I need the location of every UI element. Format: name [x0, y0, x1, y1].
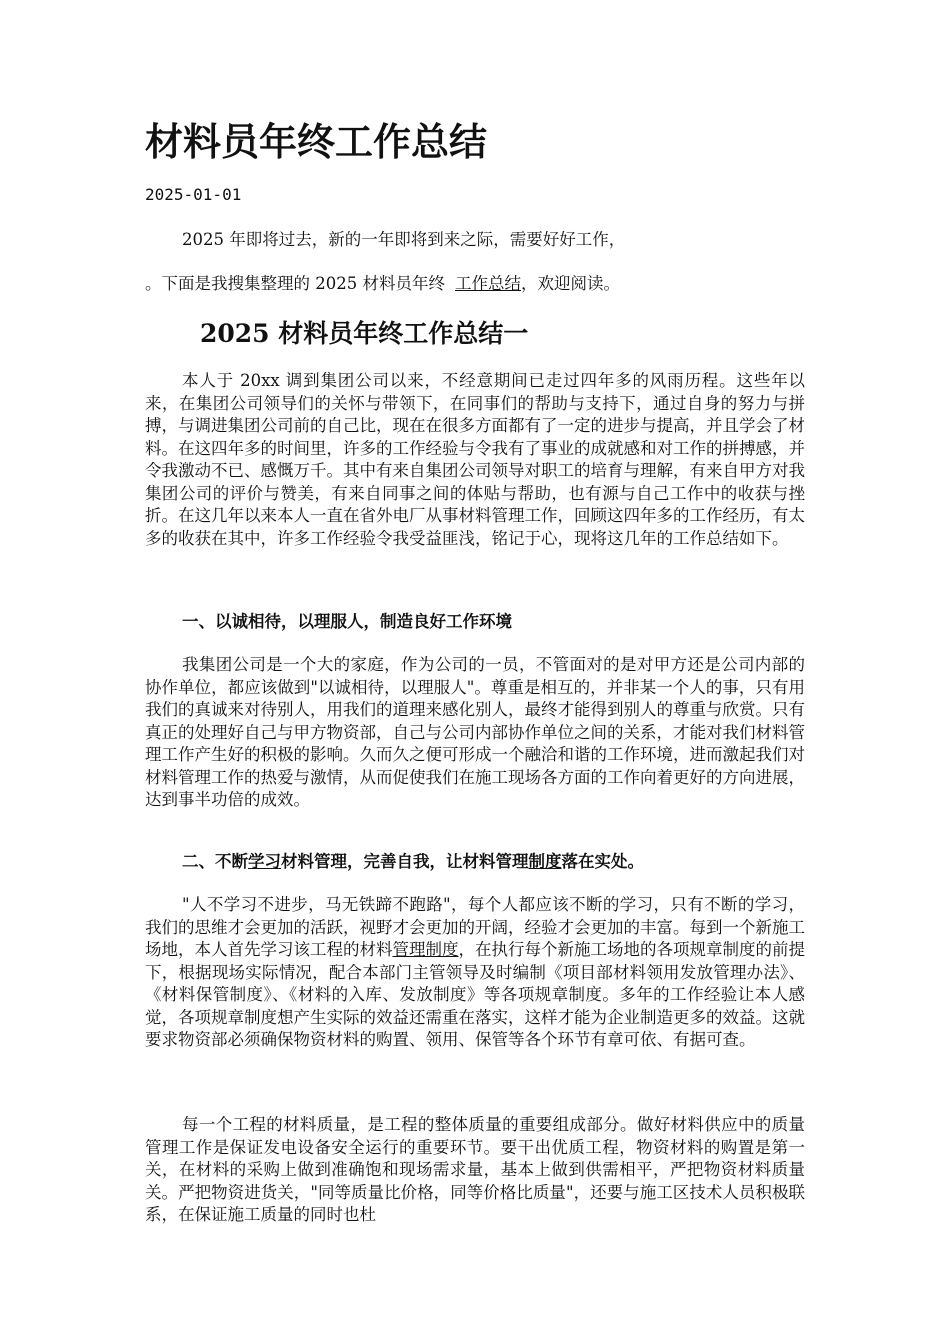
paragraph-4: 每一个工程的材料质量，是工程的整体质量的重要组成部分。做好材料供应中的质量管理工作是保证发电设备安全运行的重要环节。要干出优质工程，物资材料的购置是第一关，在材料的采购上做到准确饱和现场需求量，基本上做到供需相平，严把物资材料质量关。严把物资进货关，"同等质量比价格，同等价格比质量"，还要与施工区技术人员积极联系，在保证施工质量的同时也杜 — [145, 1115, 805, 1224]
heading-1: 一、以诚相待，以理服人，制造良好工作环境 — [182, 612, 512, 631]
document-date: 2025-01-01 — [145, 185, 242, 204]
management-system-link[interactable]: 管理制度 — [392, 940, 459, 959]
intro-suffix: ，欢迎阅读。 — [520, 274, 620, 293]
intro-line-2 — [145, 272, 805, 296]
work-summary-link[interactable]: 工作总结 — [454, 274, 521, 293]
intro-line-1: 2025 年即将过去，新的一年即将到来之际，需要好好工作， — [182, 230, 626, 249]
intro-prefix: 。下面是我搜集整理的 2025 材料员年终 — [145, 274, 445, 293]
heading-2 — [182, 850, 644, 874]
heading-2-part-e: 落在实处。 — [561, 852, 644, 871]
heading-2-part-c: 材料管理，完善自我，让材料管理 — [281, 852, 529, 871]
study-link[interactable]: 学习 — [248, 852, 281, 871]
paragraph-3-part-b: ，在执行每个新施工场地的各项规章制度的前提下，根据现场实际情况，配合本部门主管领导及时编制《项目部材料领用发放管理办法》、《材料保管制度》、《材料的入库、发放制度》等各项规章制度。多年的工作经验让本人感觉，各项规章制度想产生实际的效益还需重在落实，这样才能为企业制造更多的效益。这就要求物资部必须确保物资材料的购置、领用、保管等各个环节有章可依、有据可查。 — [145, 940, 805, 1049]
section-title: 2025 材料员年终工作总结一 — [200, 319, 529, 348]
paragraph-3 — [145, 894, 805, 1052]
paragraph-1: 本人于 20xx 调到集团公司以来，不经意期间已走过四年多的风雨历程。这些年以来，在集团公司领导们的关怀与带领下，在同事们的帮助与支持下，通过自身的努力与拼搏，与调进集团公司前的自己比，现在在很多方面都有了一定的进步与提高，并且学会了材料。在这四年多的时间里，许多的工作经验与令我有了事业的成就感和对工作的拼搏感，并令我激动不已、感慨万千。其中有来自集团公司领导对职工的培育与理解，有来自甲方对我集团公司的评价与赞美，有来自同事之间的体贴与帮助，也有源与自己工作中的收获与挫折。在这几年以来本人一直在省外电厂从事材料管理工作，回顾这四年多的工作经历，有太多的收获在其中，许多工作经验令我受益匪浅，铭记于心，现将这几年的工作总结如下。 — [145, 371, 805, 548]
heading-2-part-a: 二、不断 — [182, 852, 248, 871]
system-link[interactable]: 制度 — [528, 852, 562, 871]
paragraph-2: 我集团公司是一个大的家庭，作为公司的一员，不管面对的是对甲方还是公司内部的协作单位，都应该做到"以诚相待，以理服人"。尊重是相互的，并非某一个人的事，只有用我们的真诚来对待别人，用我们的道理来感化别人，最终才能得到别人的尊重与欣赏。只有真正的处理好自己与甲方物资部，自己与公司内部协作单位之间的关系，才能对我们材料管理工作产生好的积极的影响。久而久之便可形成一个融洽和谐的工作环境，进而激起我们对材料管理工作的热爱与激情，从而促使我们在施工现场各方面的工作向着更好的方向进展，达到事半功倍的成效。 — [145, 655, 805, 809]
document-title: 材料员年终工作总结 — [145, 119, 488, 164]
paragraph-3-part-a: "人不学习不进步，马无铁蹄不跑路"，每个人都应该不断的学习，只有不断的学习，我们的思维才会更加的活跃，视野才会更加的开阔，经验才会更加的丰富。每到一个新施工场地，本人首先学习该工程的材料 — [145, 895, 805, 959]
